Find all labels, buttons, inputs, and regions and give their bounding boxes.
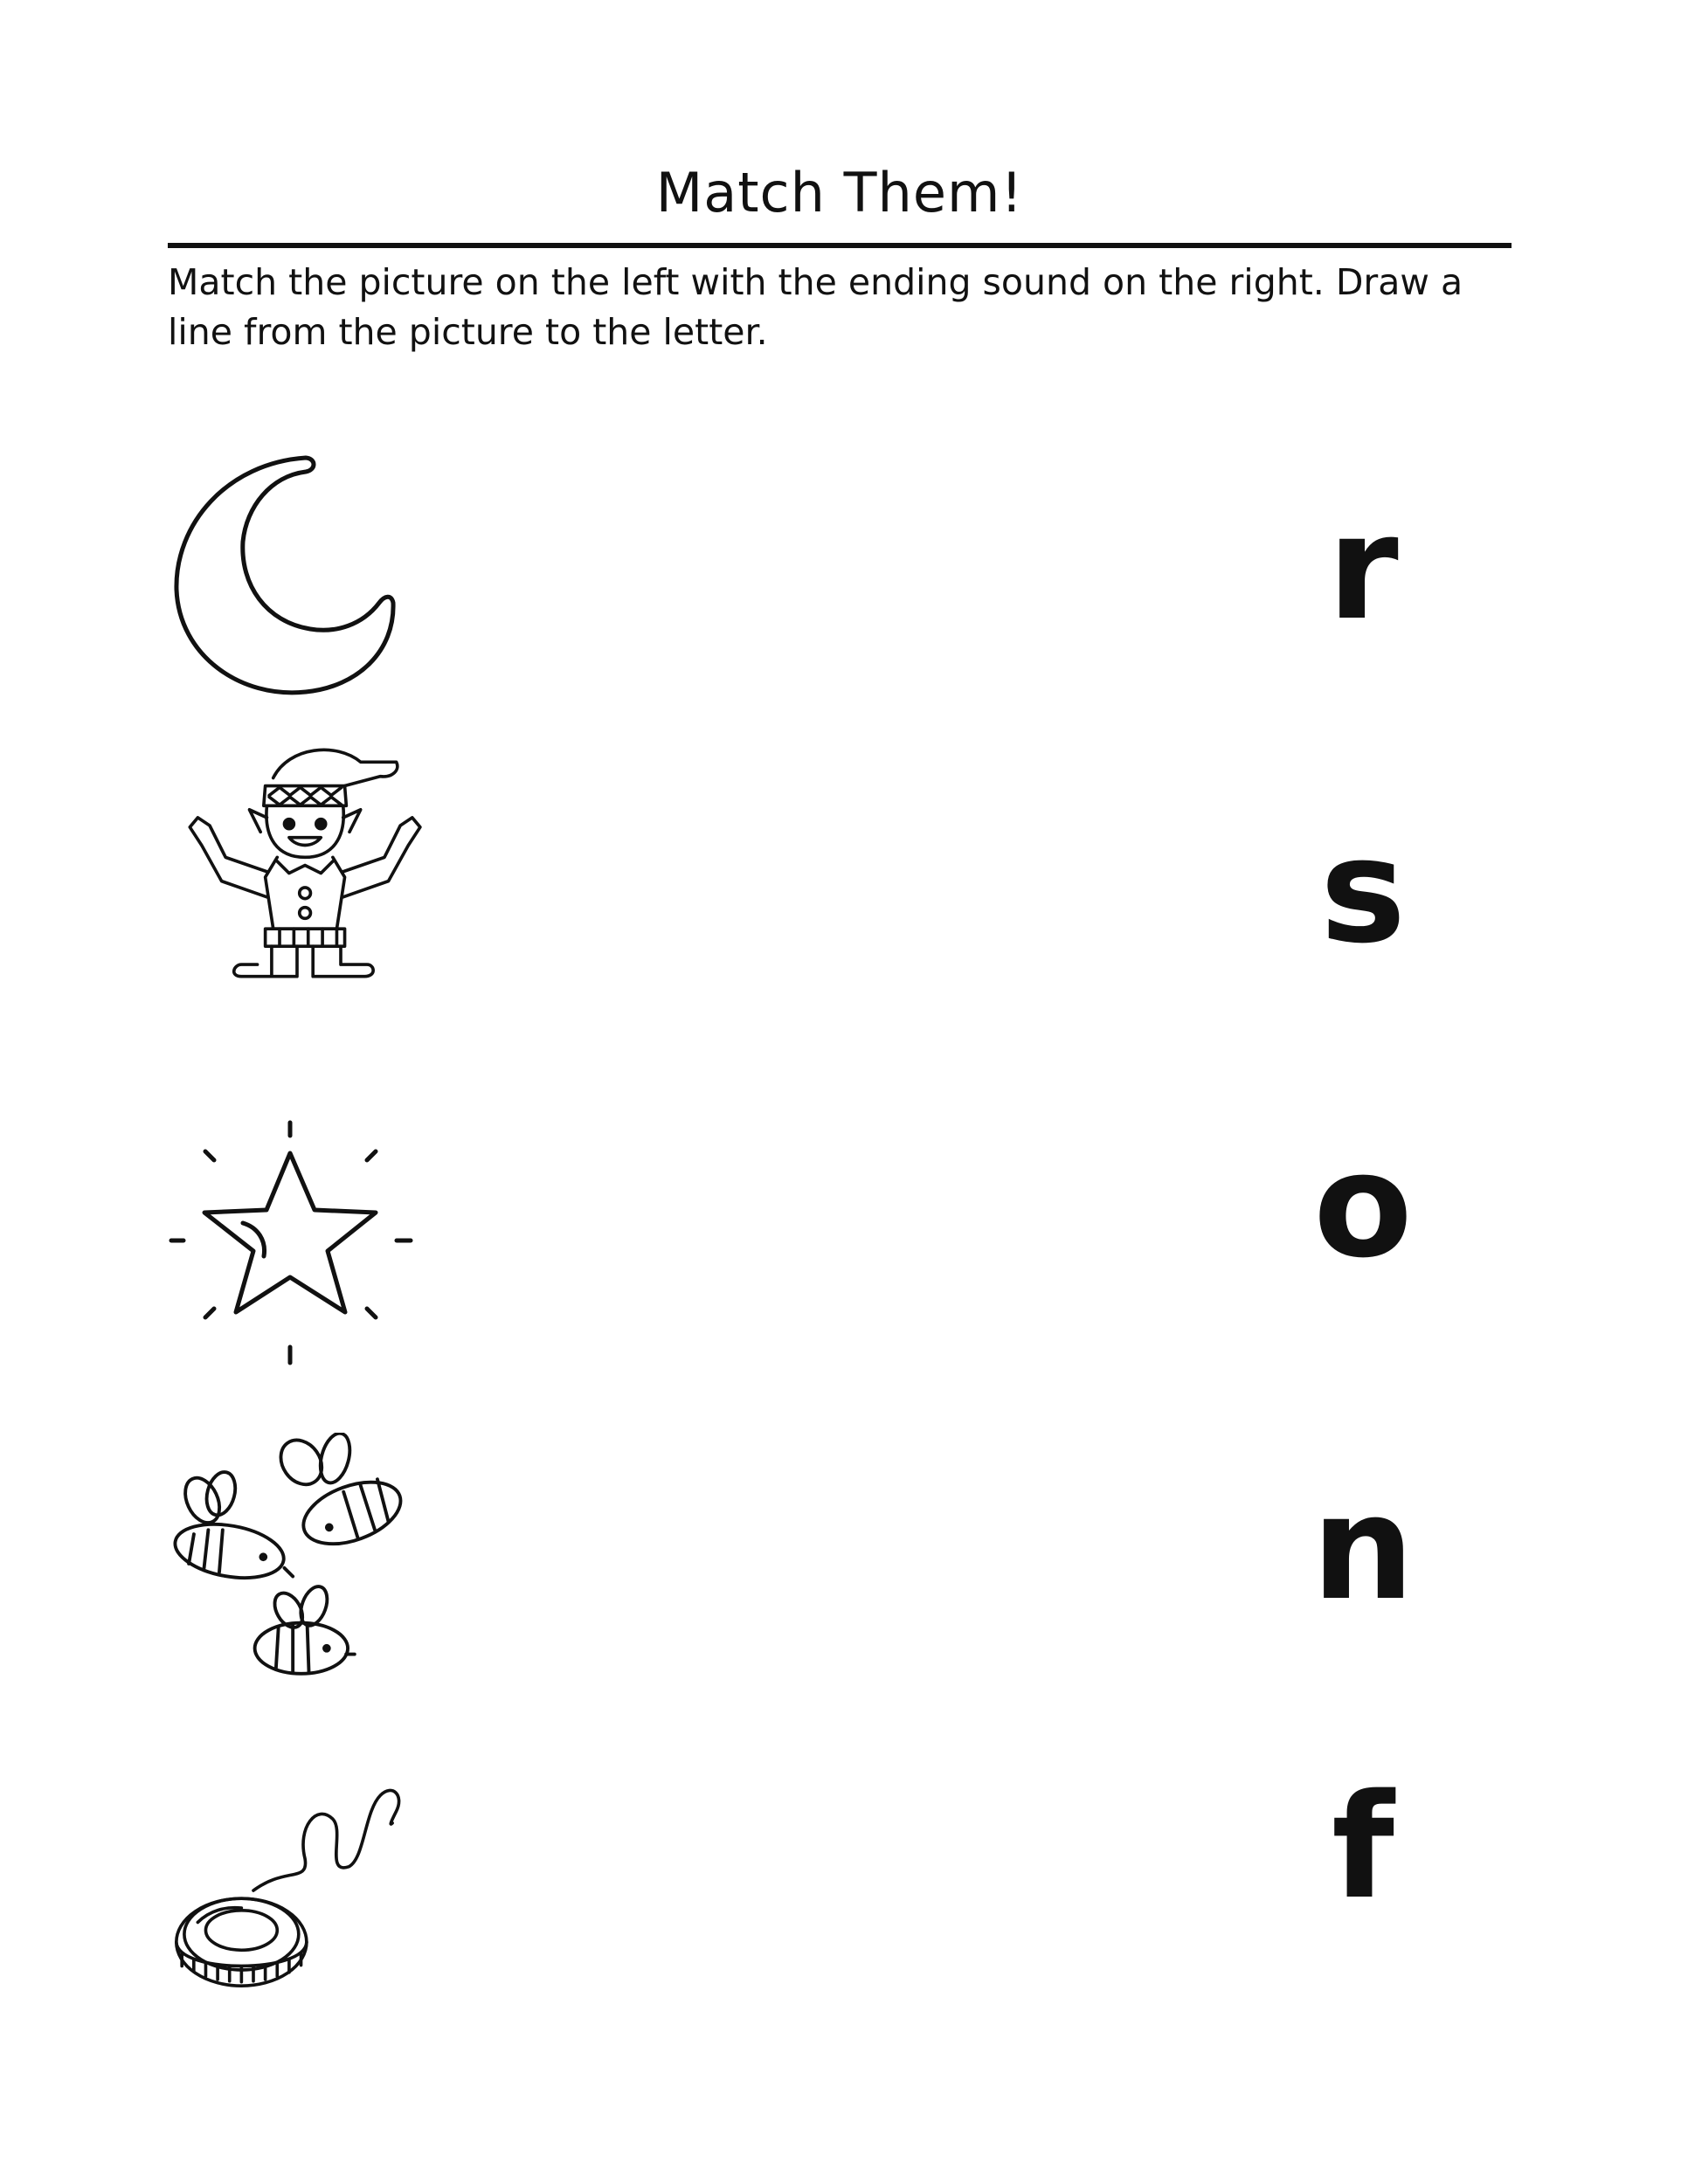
moon-icon: [166, 446, 428, 708]
letter-n: n: [1311, 1464, 1415, 1632]
star-icon: [166, 1118, 428, 1380]
letter-r: r: [1327, 484, 1399, 652]
elf-icon: [166, 738, 428, 1000]
worksheet-title: Match Them!: [655, 161, 1024, 225]
bees-icon: [166, 1433, 428, 1695]
letter-o: o: [1313, 1122, 1413, 1289]
yoyo-icon: [166, 1752, 428, 2014]
letter-f: f: [1332, 1763, 1394, 1931]
instructions-text: Match the picture on the left with the ending sound on the right. Draw a line from the picture to the letter.: [168, 261, 1463, 353]
letter-s: s: [1319, 807, 1407, 975]
title-underline: [168, 243, 1512, 248]
